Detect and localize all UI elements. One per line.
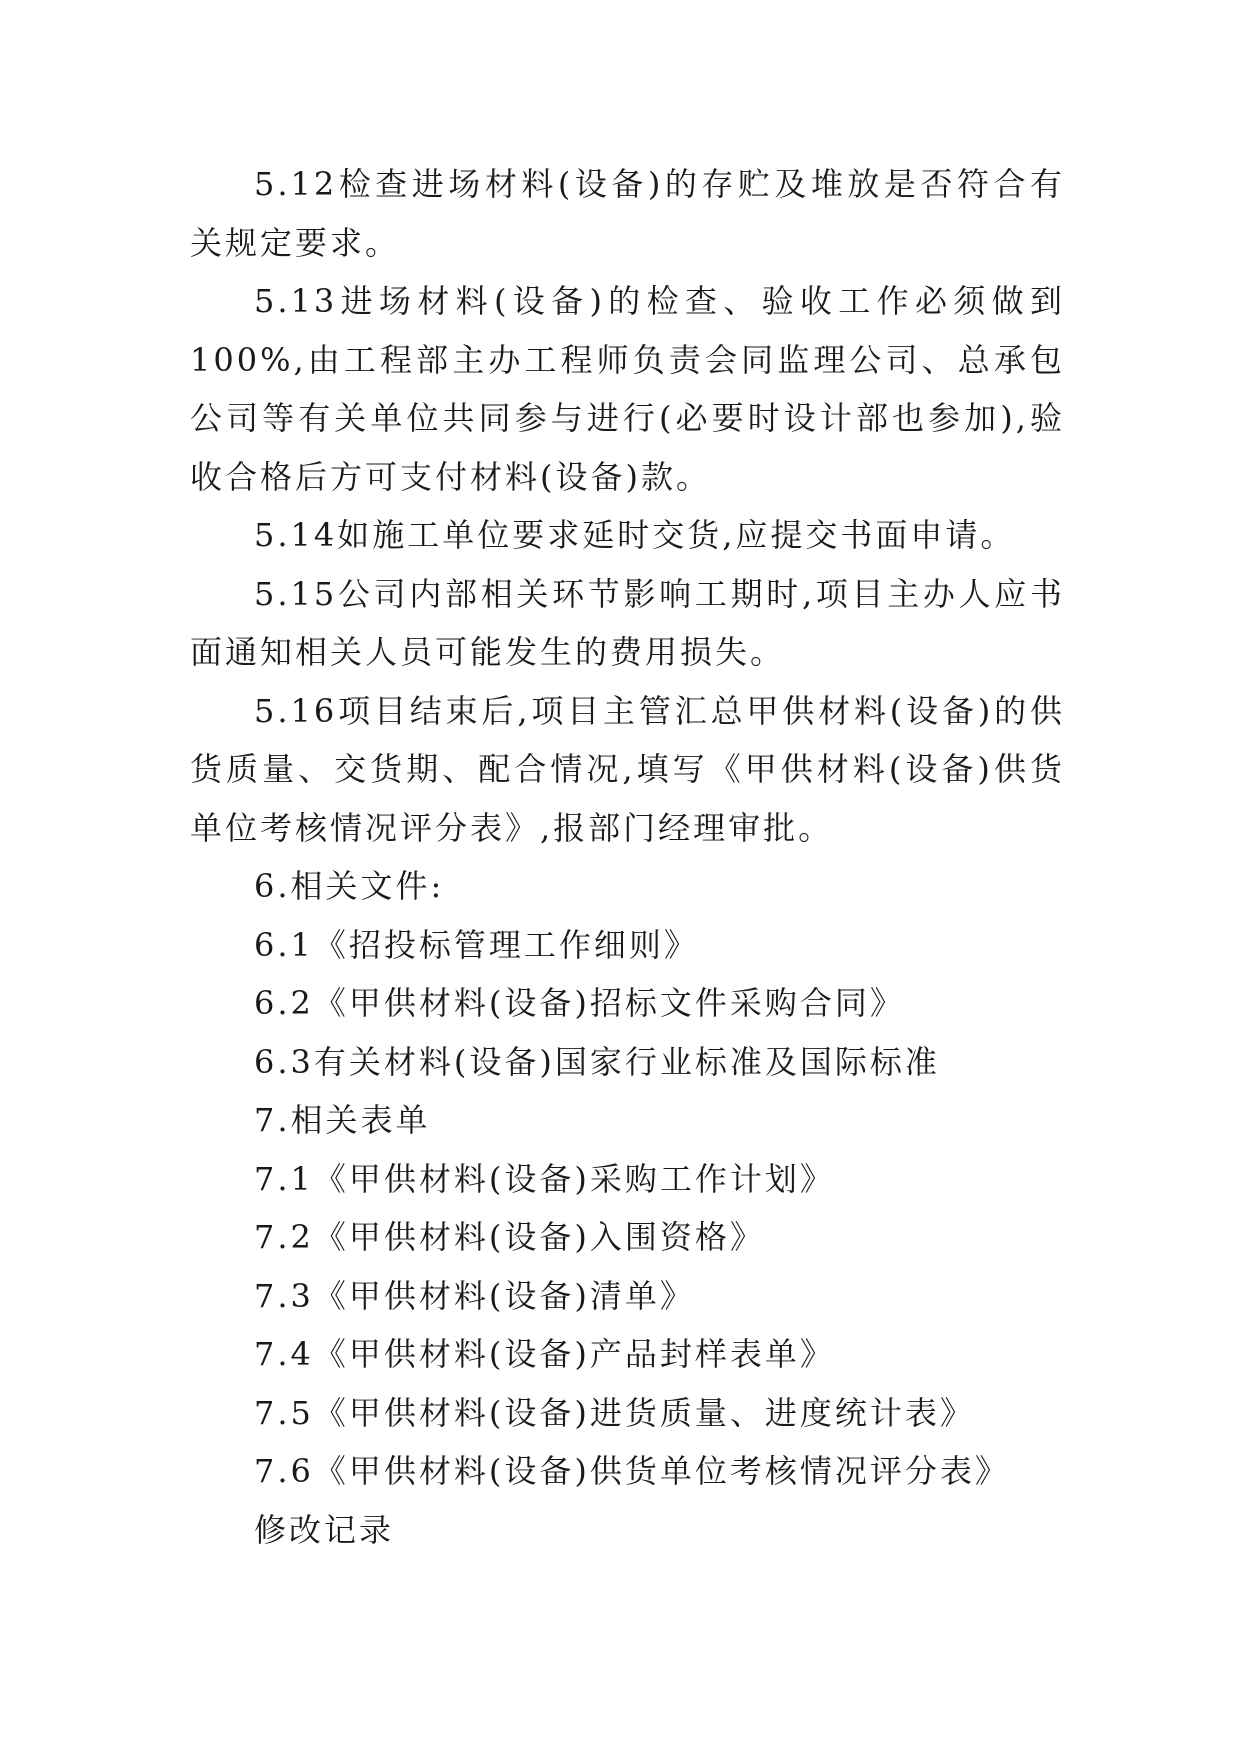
related-form-7-3: 7.3《甲供材料(设备)清单》 [254,1276,695,1315]
clause-5-16: 5.16项目结束后,项目主管汇总甲供材料(设备)的供货质量、交货期、配合情况,填写《甲供材料(设备)供货单位考核情况评分表》,报部门经理审批。 [190,691,1065,847]
related-doc-6-3: 6.3有关材料(设备)国家行业标准及国际标准 [254,1042,940,1081]
related-forms-heading: 7.相关表单 [254,1101,431,1139]
related-form-7-6: 7.6《甲供材料(设备)供货单位考核情况评分表》 [254,1452,1010,1490]
related-form-7-1: 7.1《甲供材料(设备)采购工作计划》 [254,1159,835,1198]
related-form-7-4: 7.4《甲供材料(设备)产品封样表单》 [254,1335,835,1373]
related-doc-6-2: 6.2《甲供材料(设备)招标文件采购合同》 [254,984,905,1022]
related-form-7-5: 7.5《甲供材料(设备)进货质量、进度统计表》 [254,1393,975,1432]
clause-5-12: 5.12检查进场材料(设备)的存贮及堆放是否符合有关规定要求。 [190,165,1065,262]
related-docs-heading: 6.相关文件: [254,867,445,905]
clause-5-13: 5.13进场材料(设备)的检查、验收工作必须做到100%,由工程部主办工程师负责会同监理公司、总承包公司等有关单位共同参与进行(必要时设计部也参加),验收合格后方可支付材料(设备)款。 [190,282,1065,496]
related-doc-6-1: 6.1《招投标管理工作细则》 [254,925,699,964]
clause-5-14: 5.14如施工单位要求延时交货,应提交书面申请。 [254,516,1016,554]
clause-5-15: 5.15公司内部相关环节影响工期时,项目主办人应书面通知相关人员可能发生的费用损失。 [190,574,1065,671]
related-form-7-2: 7.2《甲供材料(设备)入围资格》 [254,1218,765,1256]
document-body [190,155,1065,1559]
revision-record-heading: 修改记录 [254,1510,395,1549]
